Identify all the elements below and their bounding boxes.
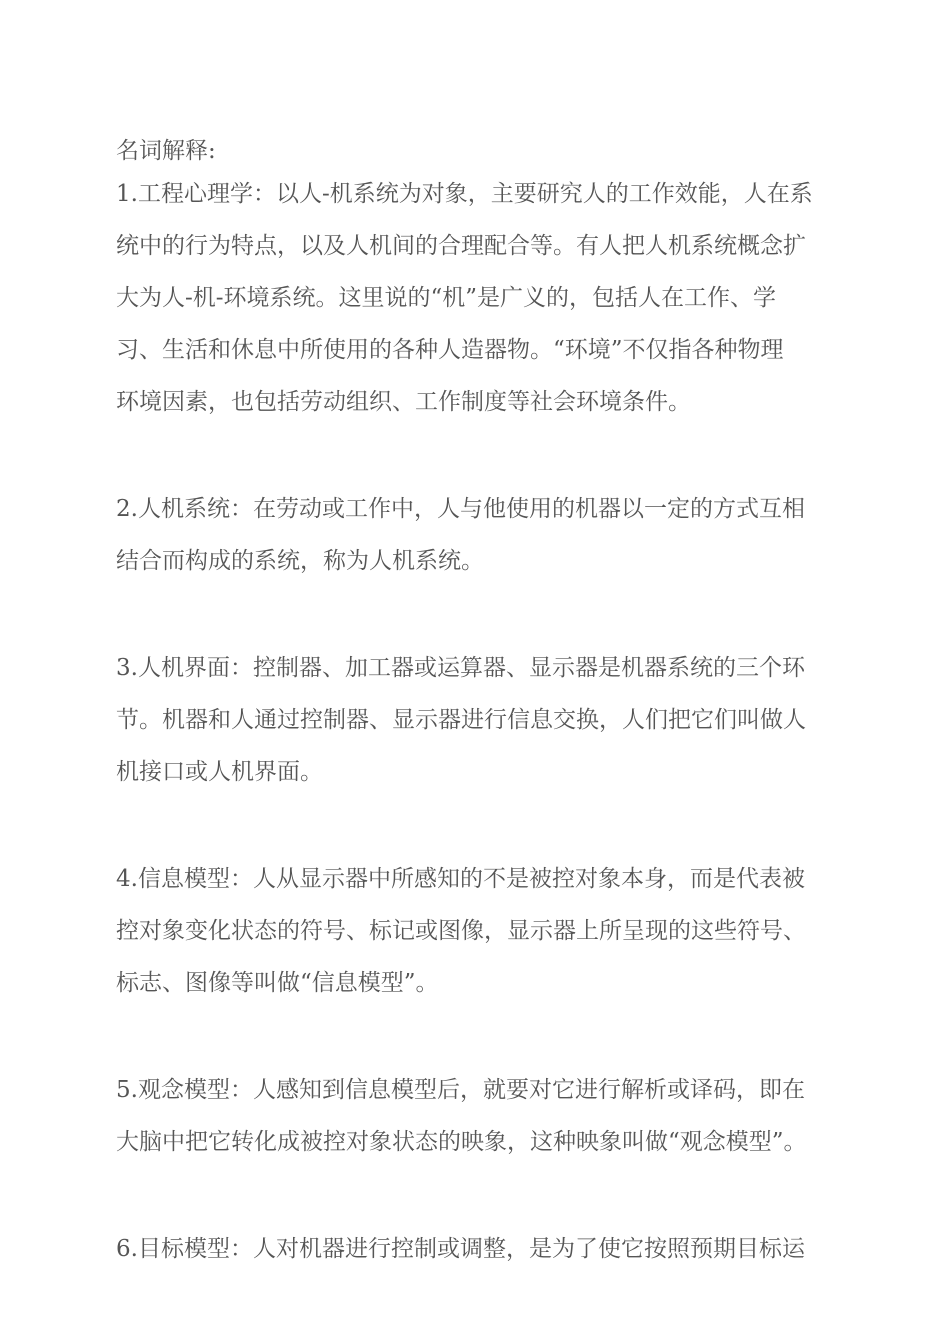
text-line: 大脑中把它转化成被控对象状态的映象，这种映象叫做“观念模型”。	[116, 1129, 807, 1155]
definition-paragraph-1	[116, 176, 851, 420]
text-line: 大为人-机-环境系统。这里说的“机”是广义的，包括人在工作、学	[116, 285, 777, 311]
definition-paragraph-4	[116, 861, 851, 1001]
text-line: 3.人机界面：控制器、加工器或运算器、显示器是机器系统的三个环	[116, 655, 805, 681]
text-line: 统中的行为特点，以及人机间的合理配合等。有人把人机系统概念扩	[116, 233, 806, 259]
text-line: 机接口或人机界面。	[116, 759, 323, 785]
text-line: 控对象变化状态的符号、标记或图像，显示器上所呈现的这些符号、	[116, 918, 806, 944]
section-heading: 名词解释:	[116, 138, 216, 164]
definition-paragraph-2	[116, 491, 851, 579]
text-line: 节。机器和人通过控制器、显示器进行信息交换，人们把它们叫做人	[116, 707, 806, 733]
text-line: 6.目标模型：人对机器进行控制或调整，是为了使它按照预期目标运	[116, 1236, 805, 1262]
text-line: 标志、图像等叫做“信息模型”。	[116, 970, 439, 996]
text-line: 环境因素，也包括劳动组织、工作制度等社会环境条件。	[116, 389, 691, 415]
text-line: 1.工程心理学：以人-机系统为对象，主要研究人的工作效能，人在系	[116, 181, 813, 207]
definition-paragraph-5	[116, 1072, 851, 1160]
text-line: 5.观念模型：人感知到信息模型后，就要对它进行解析或译码，即在	[116, 1077, 805, 1103]
definition-paragraph-6	[116, 1231, 851, 1267]
text-line: 4.信息模型：人从显示器中所感知的不是被控对象本身，而是代表被	[116, 866, 805, 892]
text-line: 结合而构成的系统，称为人机系统。	[116, 548, 484, 574]
text-line: 习、生活和休息中所使用的各种人造器物。“环境”不仅指各种物理	[116, 337, 784, 363]
text-line: 2.人机系统：在劳动或工作中，人与他使用的机器以一定的方式互相	[116, 496, 805, 522]
definition-paragraph-3	[116, 650, 851, 790]
document-body	[116, 133, 851, 1267]
